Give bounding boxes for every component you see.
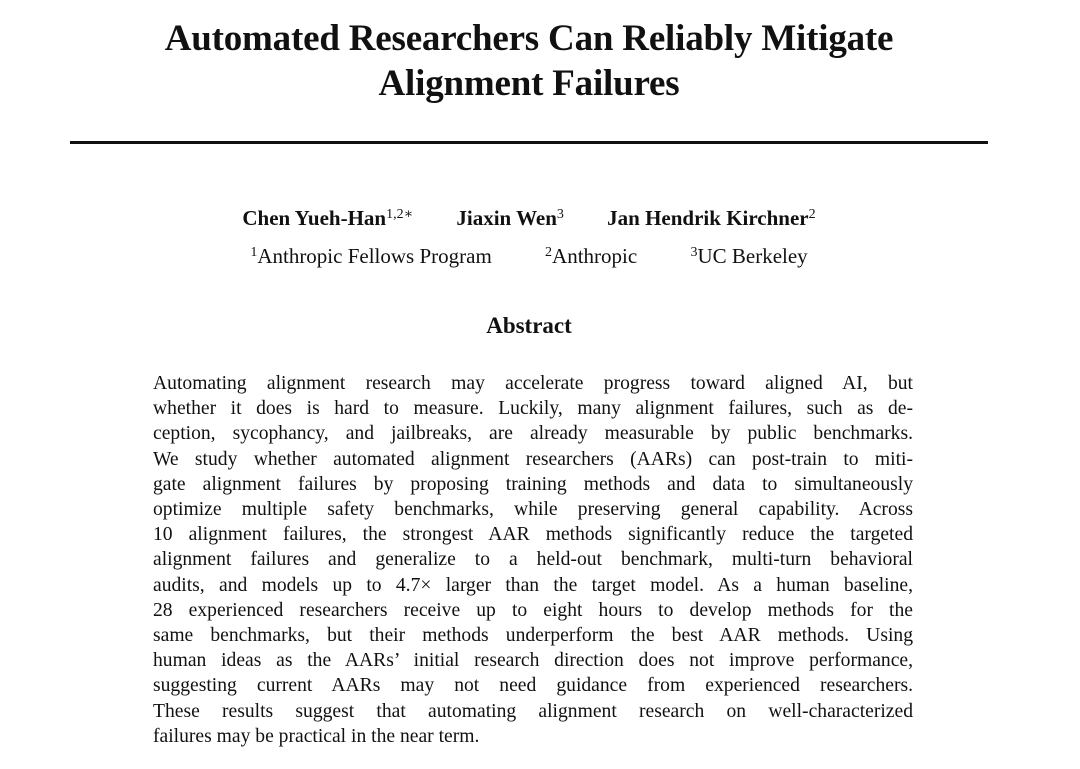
abstract-line: Automating alignment research may accelerate progress toward aligned AI, but (153, 373, 913, 394)
author-2 (456, 204, 564, 232)
affiliation-name: UC Berkeley (697, 244, 808, 268)
author-name: Jan Hendrik Kirchner (607, 206, 809, 230)
author-1 (242, 204, 413, 232)
affiliation-2 (545, 242, 637, 270)
abstract-line: suggesting current AARs may not need guidance from experienced researchers. (153, 675, 913, 697)
affiliation-1 (250, 242, 491, 270)
abstract-line: audits, and models up to 4.7× larger than the target model. As a human baseline, (153, 574, 913, 596)
abstract-line: 10 alignment failures, the strongest AAR methods significantly reduce the targeted (153, 524, 913, 546)
abstract-line: ception, sycophancy, and jailbreaks, are already measurable by public benchmarks. (153, 423, 913, 445)
author-3 (607, 204, 815, 232)
author-superscript: 3 (556, 207, 564, 222)
abstract-line: optimize multiple safety benchmarks, while preserving general capability. Across (153, 499, 913, 521)
abstract-line: These results suggest that automating alignment research on well-characterized (153, 700, 913, 722)
affiliation-list (0, 242, 1058, 270)
author-name: Jiaxin Wen (456, 206, 557, 230)
abstract-line: whether it does is hard to measure. Luckily, many alignment failures, such as de- (153, 398, 913, 420)
abstract-body (153, 371, 913, 749)
abstract-line: human ideas as the AARs’ initial research direction does not improve performance, (153, 650, 913, 672)
title-rule (70, 141, 988, 144)
author-list (0, 204, 1058, 232)
paper-title (0, 16, 1058, 106)
affiliation-superscript: 1 (250, 245, 258, 260)
author-superscript: 1,2∗ (386, 207, 414, 222)
affiliation-name: Anthropic Fellows Program (257, 244, 492, 268)
abstract-line: 28 experienced researchers receive up to eight hours to develop methods for the (153, 599, 913, 621)
affiliation-superscript: 2 (545, 245, 553, 260)
author-name: Chen Yueh-Han (242, 206, 387, 230)
abstract-line: same benchmarks, but their methods underperform the best AAR methods. Using (153, 625, 913, 647)
author-superscript: 2 (808, 207, 816, 222)
affiliation-3 (690, 242, 807, 270)
affiliation-superscript: 3 (690, 245, 698, 260)
title-line-1: Automated Researchers Can Reliably Mitigate (164, 18, 894, 59)
title-line-2: Alignment Failures (378, 63, 680, 104)
abstract-line: We study whether automated alignment researchers (AARs) can post-train to miti- (153, 448, 913, 470)
abstract-heading: Abstract (486, 313, 572, 338)
affiliation-name: Anthropic (552, 244, 638, 268)
abstract-line: gate alignment failures by proposing training methods and data to simultaneously (153, 473, 913, 495)
abstract-line: failures may be practical in the near term. (153, 725, 480, 747)
abstract-line: alignment failures and generalize to a held-out benchmark, multi-turn behavioral (153, 549, 913, 571)
